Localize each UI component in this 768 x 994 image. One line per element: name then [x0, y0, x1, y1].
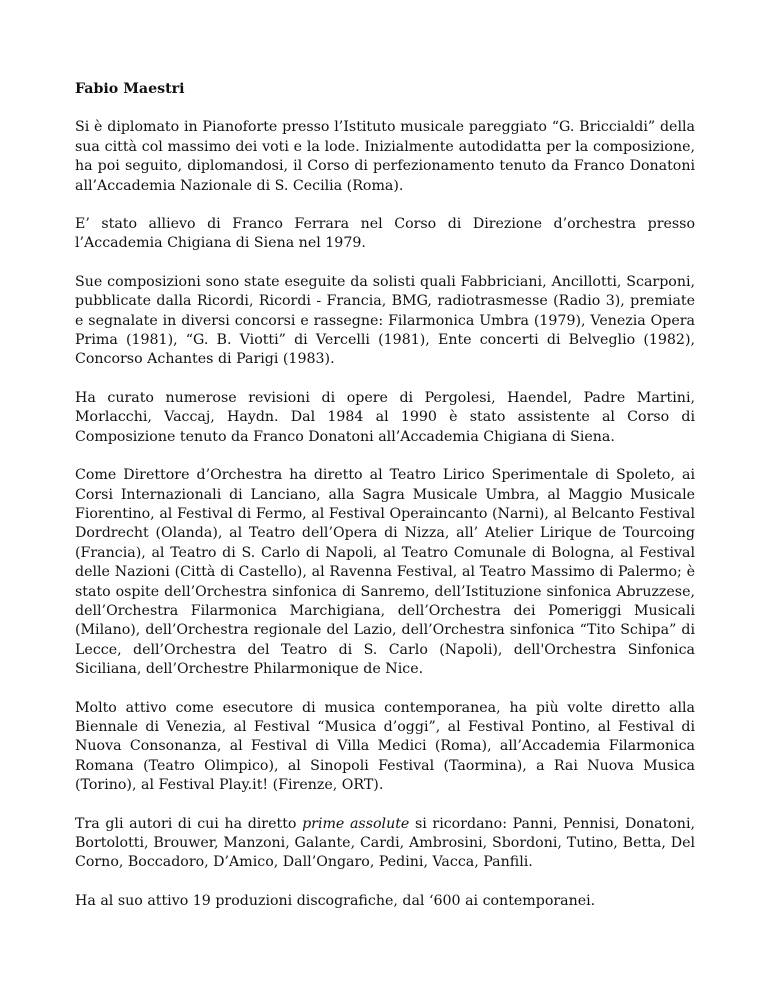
paragraph-conducting-study: E’ stato allievo di Franco Ferrara nel Corso di Direzione d’orchestra presso l’Accademia Chigiana di Siena nel 1979. — [75, 216, 695, 252]
premieres-italic-text: prime assolute — [302, 815, 410, 832]
paragraph-premieres — [75, 815, 695, 873]
premieres-text-after: si ricordano: Panni, Pennisi, Donatoni, Bortolotti, Brouwer, Manzoni, Galante, Cardi, Ambrosini, Sbordoni, Tutino, Betta, Del Corno, Boccadoro, D’Amico, Dall’Ongaro, Pedini, Vacca, Panfili. — [75, 815, 695, 871]
document-title: Fabio Maestri — [75, 81, 185, 97]
paragraph-revisions: Ha curato numerose revisioni di opere di Pergolesi, Haendel, Padre Martini, Morlacchi, Vaccaj, Haydn. Dal 1984 al 1990 è stato assistente al Corso di Composizione tenuto da Franco Donatoni all’Accademia Chigiana di Siena. — [75, 389, 695, 445]
premieres-text-before: Tra gli autori di cui ha diretto — [75, 815, 303, 832]
paragraph-education: Si è diplomato in Pianoforte presso l’Istituto musicale pareggiato “G. Briccialdi” della sua città col massimo dei voti e la lode. Inizialmente autodidatta per la composizione, ha poi seguito, diplomandosi, il Corso di perfezionamento tenuto da Franco Donatoni all’Accademia Nazionale di S. Cecilia (Roma). — [75, 119, 695, 194]
document-page — [75, 80, 695, 930]
paragraph-compositions: Sue composizioni sono state eseguite da solisti quali Fabbriciani, Ancillotti, Scarponi, pubblicate dalla Ricordi, Ricordi - Francia, BMG, radiotrasmesse (Radio 3), premiate e segnalate in diversi concorsi e rassegne: Filarmonica Umbra (1979), Venezia Opera Prima (1981), “G. B. Viotti” di Vercelli (1981), Ente concerti di Belveglio (1982), Concorso Achantes di Parigi (1983). — [75, 273, 695, 368]
paragraph-conductor-career: Come Direttore d’Orchestra ha diretto al Teatro Lirico Sperimentale di Spoleto, ai Corsi Internazionali di Lanciano, alla Sagra Musicale Umbra, al Maggio Musicale Fiorentino, al Festival di Fermo, al Festival Operaincanto (Narni), al Belcanto Festival Dordrecht (Olanda), al Teatro dell’Opera di Nizza, all’ Atelier Lirique de Tourcoing (Francia), al Teatro di S. Carlo di Napoli, al Teatro Comunale di Bologna, al Festival delle Nazioni (Città di Castello), al Ravenna Festival, al Teatro Massimo di Palermo; è stato ospite dell’Orchestra sinfonica di Sanremo, dell’Istituzione sinfonica Abruzzese, dell’Orchestra Filarmonica Marchigiana, dell’Orchestra dei Pomeriggi Musicali (Milano), dell’Orchestra regionale del Lazio, dell’Orchestra sinfonica “Tito Schipa” di Lecce, dell’Orchestra del Teatro di S. Carlo (Napoli), dell'Orchestra Sinfonica Siciliana, dell’Orchestre Philarmonique de Nice. — [75, 467, 695, 678]
paragraph-discography: Ha al suo attivo 19 produzioni discografiche, dal ‘600 ai contemporanei. — [75, 892, 596, 909]
paragraph-contemporary-music: Molto attivo come esecutore di musica contemporanea, ha più volte diretto alla Biennale di Venezia, al Festival “Musica d’oggi”, al Festival Pontino, al Festival di Nuova Consonanza, al Festival di Villa Medici (Roma), all’Accademia Filarmonica Romana (Teatro Olimpico), al Sinopoli Festival (Taormina), a Rai Nuova Musica (Torino), al Festival Play.it! (Firenze, ORT). — [75, 699, 695, 794]
